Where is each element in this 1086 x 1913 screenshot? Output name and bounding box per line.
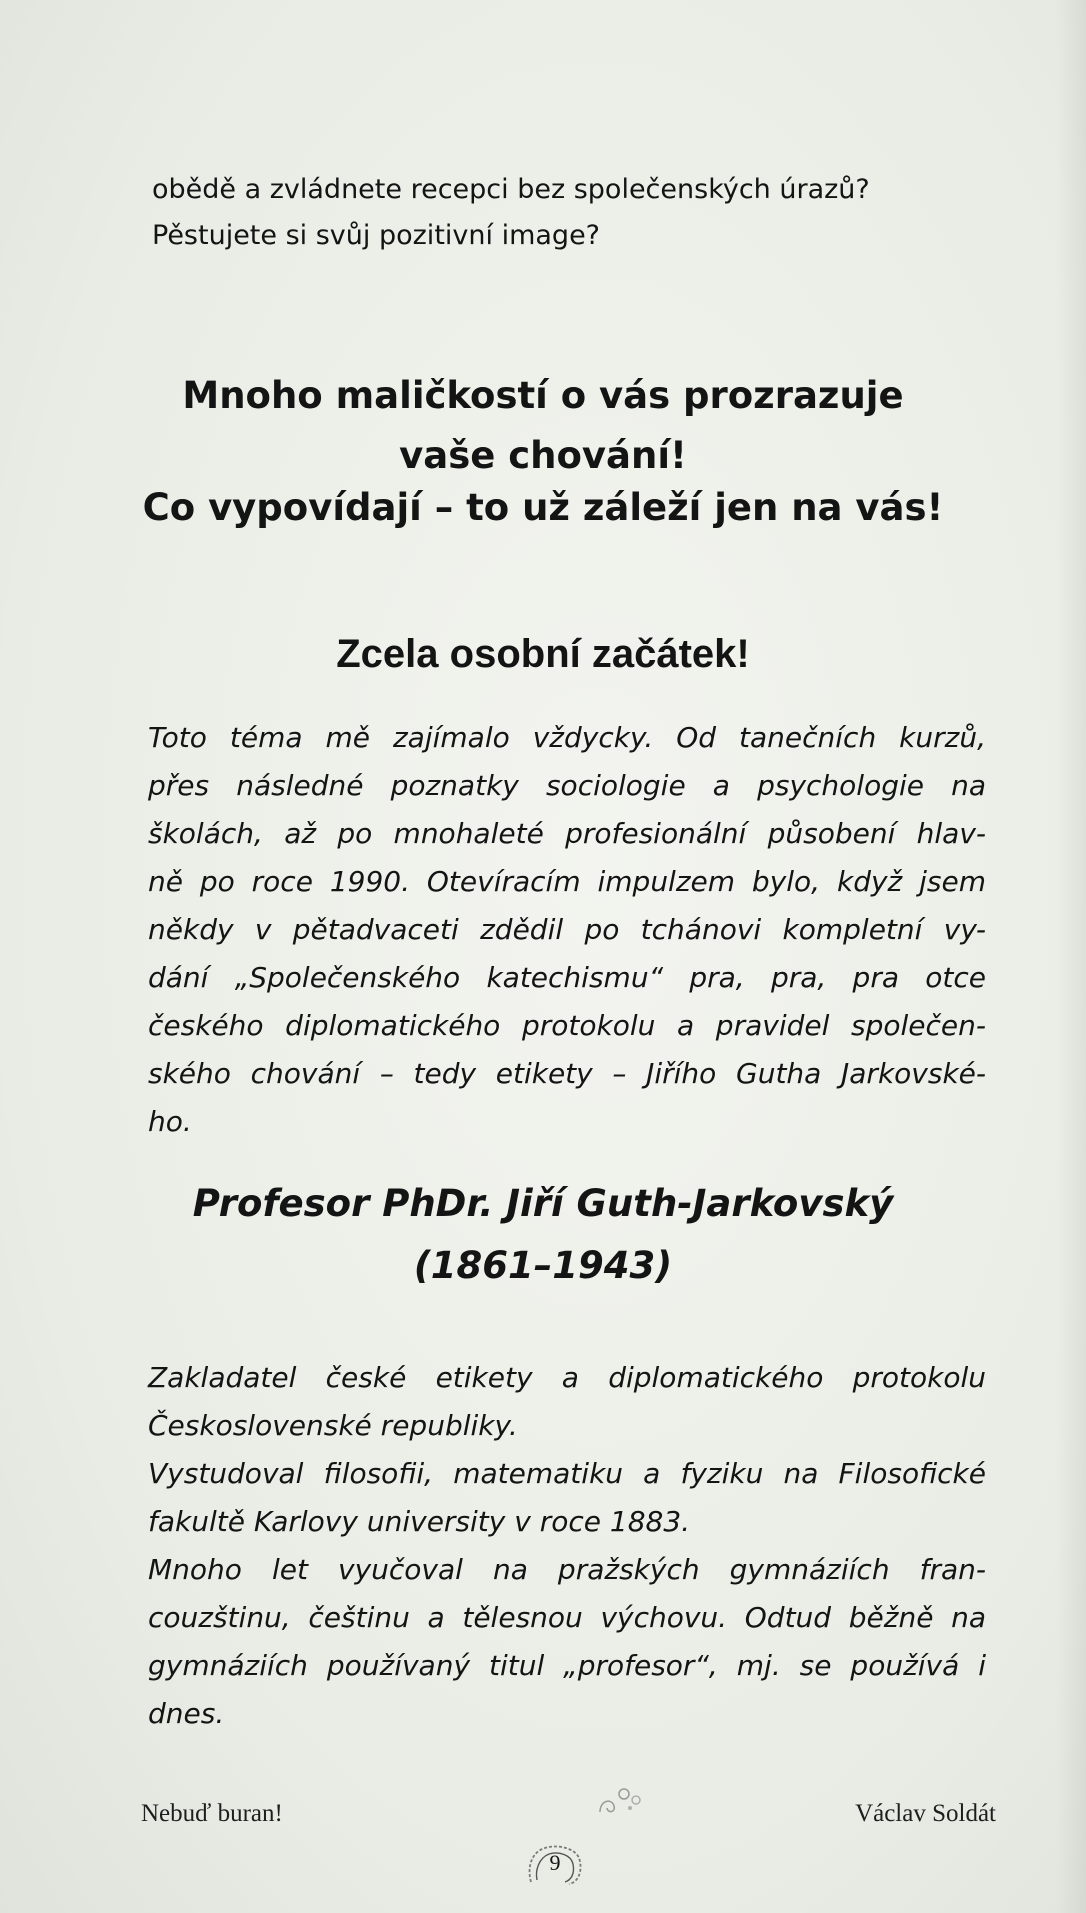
footer-book-title: Nebuď buran! — [141, 1800, 283, 1827]
page-edge-shadow — [1056, 0, 1086, 1913]
headline-line-2: vaše chování! — [399, 434, 687, 477]
section-paragraph-line-9: ho. — [148, 1105, 192, 1138]
bio-line-8: dnes. — [148, 1697, 225, 1730]
section-paragraph-line-4: ně po roce 1990. Otevíracím impulzem bylo, když jsem — [148, 865, 986, 898]
section-title: Zcela osobní začátek! — [336, 632, 750, 676]
section-paragraph-line-8: ského chování – tedy etikety – Jiřího Gutha Jarkovské- — [148, 1057, 986, 1090]
section-paragraph-line-1: Toto téma mě zajímalo vždycky. Od tanečních kurzů, — [148, 721, 986, 754]
section-paragraph-line-6: dání „Společenského katechismu“ pra, pra, pra otce — [148, 961, 986, 994]
headline-line-3: Co vypovídají – to už záleží jen na vás! — [142, 486, 944, 529]
bio-line-1: Zakladatel české etikety a diplomatického protokolu — [148, 1361, 986, 1394]
intro-line-2: Pěstujete si svůj pozitivní image? — [152, 220, 601, 251]
person-years: (1861–1943) — [413, 1244, 673, 1287]
page-number: 9 — [549, 1850, 561, 1875]
bio-line-4: fakultě Karlovy university v roce 1883. — [148, 1505, 691, 1538]
footer-author: Václav Soldát — [855, 1800, 996, 1827]
section-paragraph-line-5: někdy v pětadvaceti zdědil po tchánovi kompletní vy- — [148, 913, 986, 946]
bio-line-7: gymnáziích používaný titul „profesor“, mj. se používá i — [148, 1649, 986, 1682]
headline-line-1: Mnoho maličkostí o vás prozrazuje — [182, 374, 904, 417]
swirl-ornament-icon — [590, 1782, 650, 1822]
bio-line-5: Mnoho let vyučoval na pražských gymnáziích fran- — [148, 1553, 986, 1586]
section-paragraph-line-2: přes následné poznatky sociologie a psychologie na — [148, 769, 986, 802]
section-paragraph-line-3: školách, až po mnohaleté profesionální působení hlav- — [148, 817, 986, 850]
section-paragraph-line-7: českého diplomatického protokolu a pravidel společen- — [148, 1009, 986, 1042]
bio-line-6: couzštinu, češtinu a tělesnou výchovu. Odtud běžně na — [148, 1601, 986, 1634]
bio-line-2: Československé republiky. — [148, 1409, 518, 1442]
bio-line-3: Vystudoval filosofii, matematiku a fyziku na Filosofické — [148, 1457, 986, 1490]
intro-line-1: obědě a zvládnete recepci bez společenských úrazů? — [152, 174, 870, 205]
person-name: Profesor PhDr. Jiří Guth-Jarkovský — [192, 1182, 894, 1225]
